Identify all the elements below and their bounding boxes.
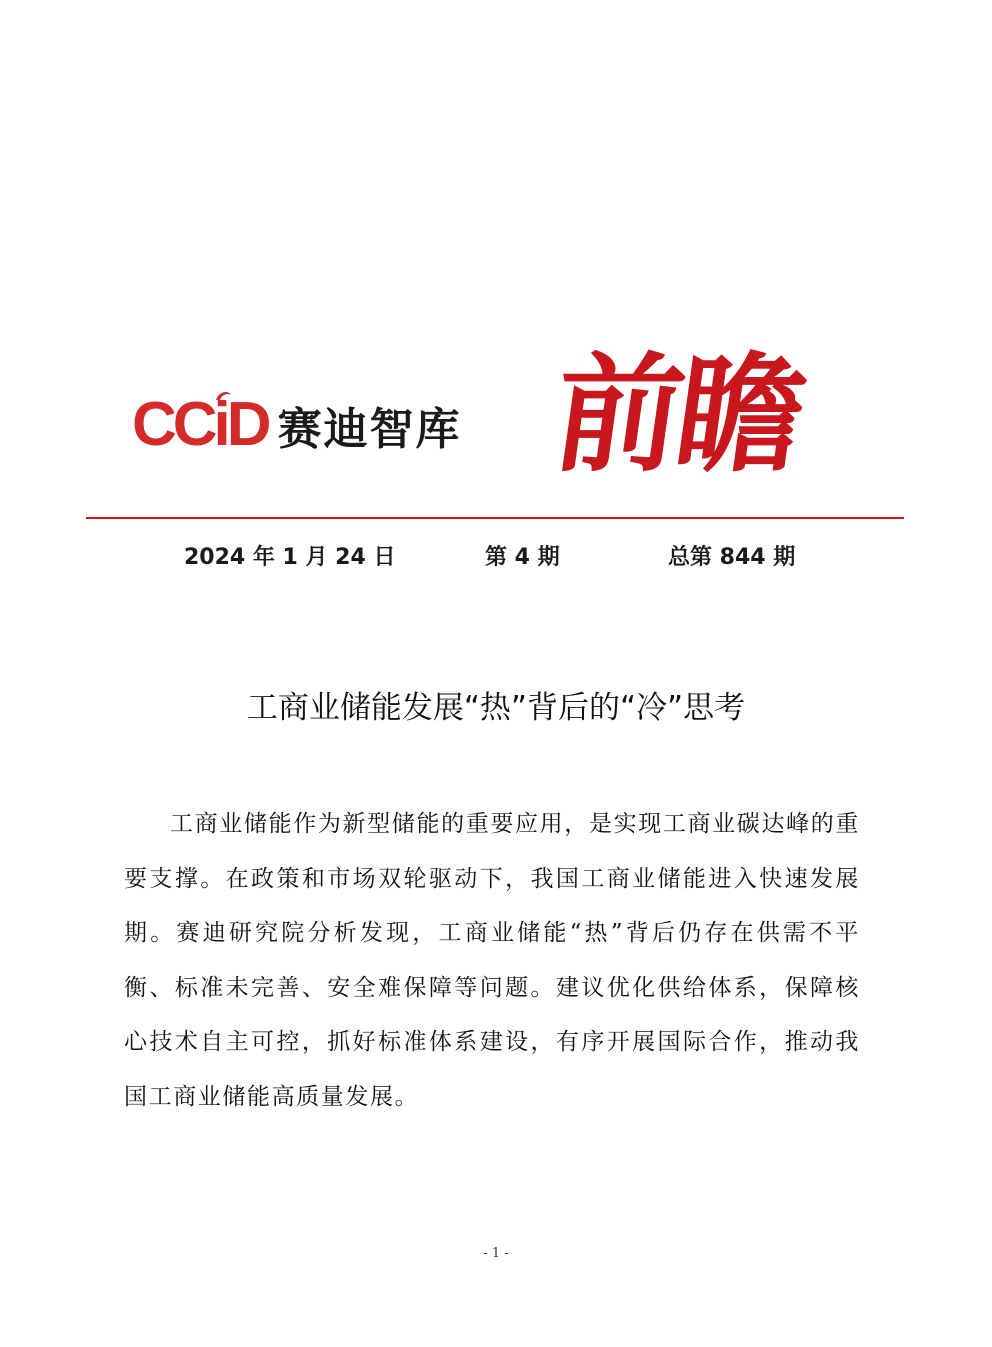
logo-mark-text: CCiD bbox=[132, 390, 268, 459]
issue-number: 第 4 期 bbox=[485, 545, 560, 570]
logo-swirl-icon bbox=[215, 389, 233, 403]
calligraphy-title: 前瞻 bbox=[544, 340, 810, 490]
issue-date: 2024 年 1 月 24 日 bbox=[184, 545, 396, 570]
masthead bbox=[0, 0, 992, 520]
page-number: - 1 - bbox=[483, 1246, 509, 1261]
logo-name: 赛迪智库 bbox=[277, 404, 462, 455]
issue-info-row bbox=[0, 540, 992, 576]
masthead-divider bbox=[86, 517, 904, 519]
ccid-logo bbox=[132, 390, 462, 460]
logo-mark bbox=[132, 390, 268, 459]
article-abstract: 工商业储能作为新型储能的重要应用，是实现工商业碳达峰的重要支撑。在政策和市场双轮驱动下，我国工商业储能进入快速发展期。赛迪研究院分析发现，工商业储能“热”背后仍存在供需不平衡、标准未完善、安全难保障等问题。建议优化供给体系，保障核心技术自主可控，抓好标准体系建设，有序开展国际合作，推动我国工商业储能高质量发展。 bbox=[124, 811, 860, 1110]
article-title: 工商业储能发展“热”背后的“冷”思考 bbox=[246, 690, 746, 726]
issue-total-number: 总第 844 期 bbox=[668, 545, 796, 570]
